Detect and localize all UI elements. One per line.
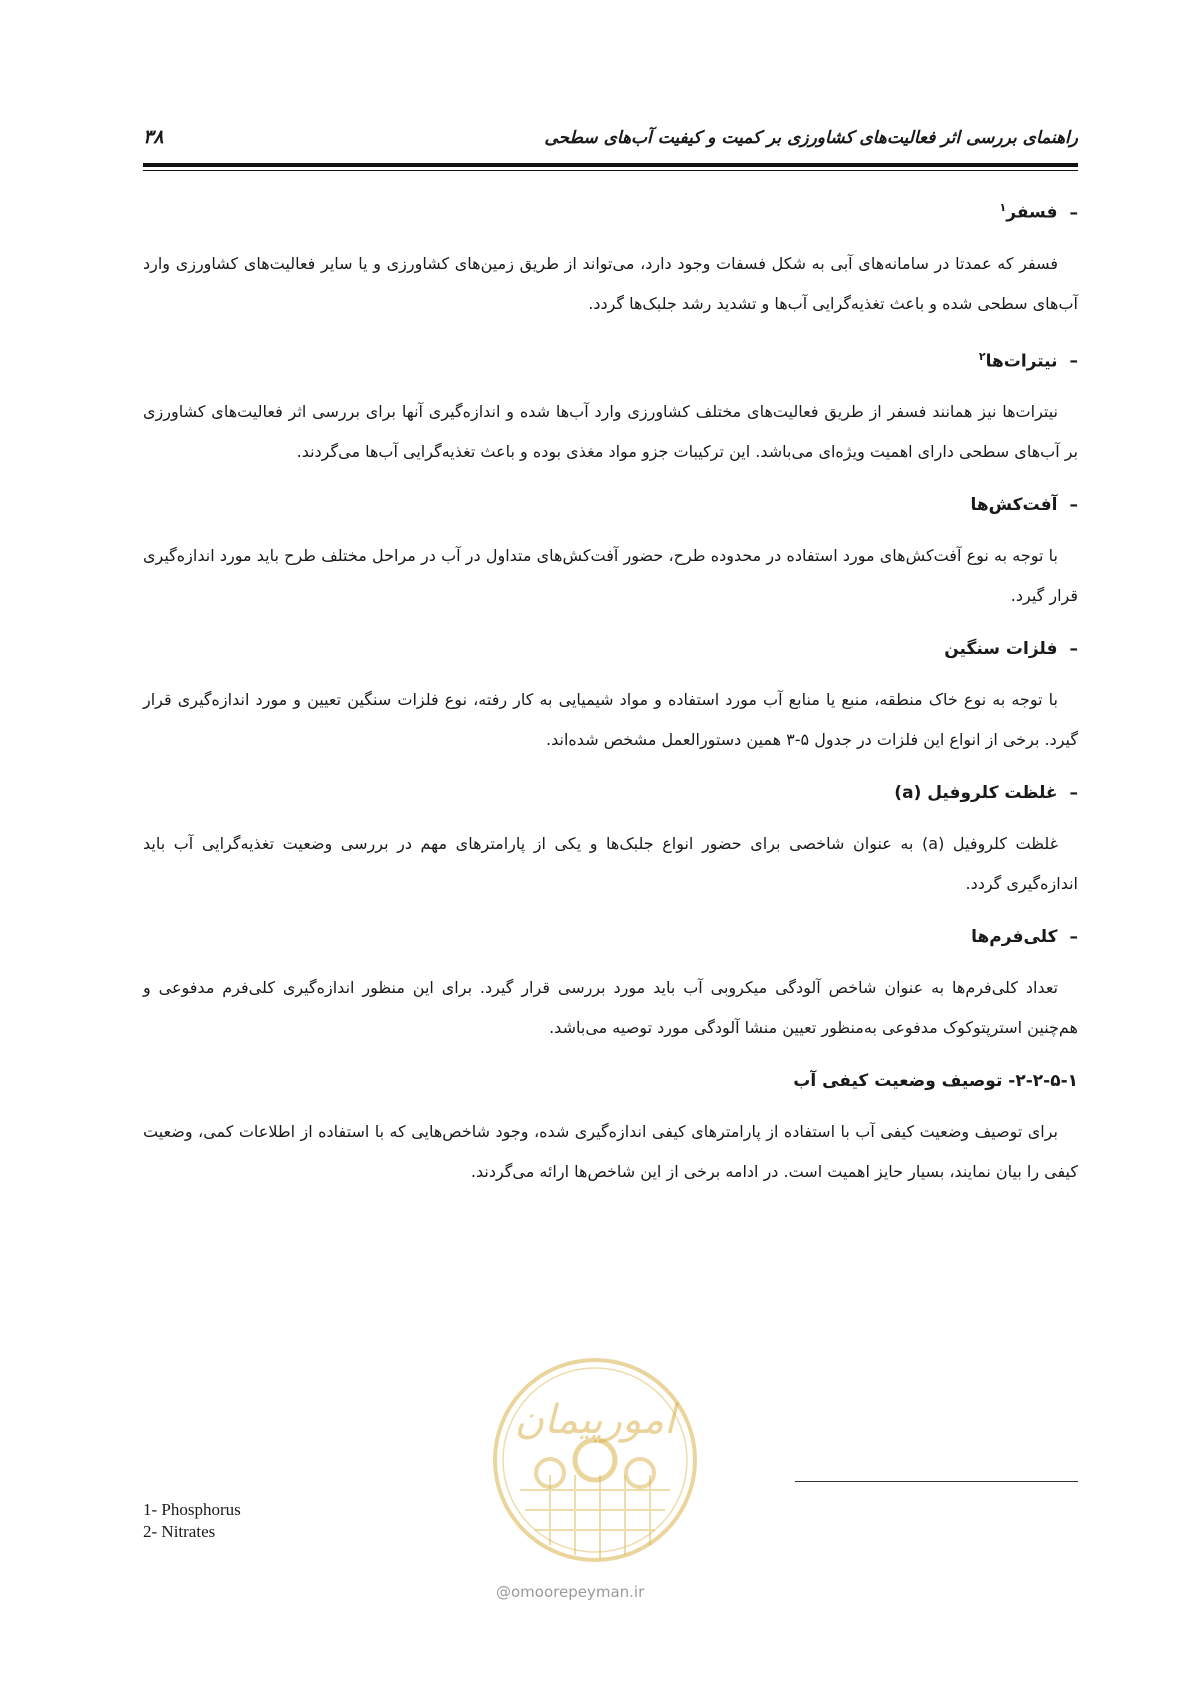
body-content [143,195,1078,1212]
section-phosphorus [143,195,1078,324]
heading-text: فسفر [1006,202,1058,223]
heading-text: غلظت کلروفیل (a) [894,783,1058,804]
section-paragraph: تعداد کلی‌فرم‌ها به عنوان شاخص آلودگی میکروبی آب باید مورد بررسی قرار گیرد. برای این منظور اندازه‌گیری کلی‌فرم مدفوعی و هم‌چنین استرپتوکوک مدفوعی به‌منظور تعیین منشا آلودگی مورد توصیه می‌باشد. [143,978,1078,1038]
section-pesticides [143,492,1078,616]
section-paragraph: غلظت کلروفیل (a) به عنوان شاخصی برای حضور انواع جلبک‌ها و یکی از پارامترهای مهم در بررسی وضعیت تغذیه‌گرایی آب باید اندازه‌گیری گردد. [143,834,1078,894]
bullet-dash: – [1069,495,1078,516]
section-nitrates [143,344,1078,473]
section-heading [143,924,1078,950]
subsection-paragraph: برای توصیف وضعیت کیفی آب با استفاده از پارامترهای کیفی اندازه‌گیری شده، وجود شاخص‌هایی که با استفاده از اطلاعات کمی، وضعیت کیفی را بیان نمایند، بسیار حایز اهمیت است. در ادامه برخی از این شاخص‌ها ارائه می‌گردند. [143,1122,1078,1182]
bullet-dash: – [1069,351,1078,372]
heading-text: نیترات‌ها [985,351,1058,372]
section-paragraph: با توجه به نوع خاک منطقه، منبع یا منابع آب مورد استفاده و مواد شیمیایی به کار رفته، نوع فلزات سنگین تعیین و مورد اندازه‌گیری قرار گیرد. برخی از انواع این فلزات در جدول ۵-۳ همین دستورالعمل مشخص شده‌اند. [143,690,1078,750]
footnote-ref: ۱ [999,201,1007,214]
bullet-dash: – [1069,783,1078,804]
page-header [143,128,1078,164]
section-heavy-metals [143,636,1078,760]
watermark-url: @omoorepeyman.ir [496,1583,645,1601]
section-paragraph: نیترات‌ها نیز همانند فسفر از طریق فعالیت‌های مختلف کشاورزی وارد آب‌ها شده و اندازه‌گیری آنها برای بررسی اثر فعالیت‌های کشاورزی بر آب‌های سطحی دارای اهمیت ویژه‌ای می‌باشد. این ترکیبات جزو مواد مغذی بوده و باعث تغذیه‌گرایی آب‌ها می‌گردند. [143,402,1078,462]
section-heading [143,195,1078,226]
footnote-1: 1- Phosphorus [143,1500,241,1519]
subsection-water-quality [143,1068,1078,1192]
footnotes [143,1499,241,1543]
section-paragraph: فسفر که عمدتا در سامانه‌های آبی به شکل فسفات وجود دارد، می‌تواند از طریق زمین‌های کشاورزی و یا سایر فعالیت‌های کشاورزی وارد آب‌های سطحی شده و باعث تغذیه‌گرایی آب‌ها و تشدید رشد جلبک‌ها گردد. [143,253,1078,313]
footnote-2: 2- Nitrates [143,1522,216,1541]
bullet-dash: – [1069,927,1078,948]
section-chlorophyll [143,780,1078,904]
heading-text: کلی‌فرم‌ها [971,927,1058,948]
footnote-ref: ۲ [978,349,986,363]
bullet-dash: – [1069,639,1078,660]
header-title: راهنمای بررسی اثر فعالیت‌های کشاورزی بر کمیت و کیفیت آب‌های سطحی [544,128,1078,148]
heading-text: آفت‌کش‌ها [970,495,1058,516]
header-rule-thin [143,170,1078,171]
section-heading [143,780,1078,806]
watermark-logo-text: امورپیمان [514,1397,676,1443]
page-number: ۳۸ [143,126,164,148]
section-coliforms [143,924,1078,1048]
section-heading [143,636,1078,662]
bullet-dash: – [1069,202,1078,223]
footnote-separator [795,1481,1078,1482]
heading-text: فلزات سنگین [944,639,1058,660]
section-heading [143,344,1078,375]
watermark-logo [490,1355,700,1565]
section-heading [143,492,1078,518]
header-rule-thick [143,163,1078,167]
section-paragraph: با توجه به نوع آفت‌کش‌های مورد استفاده در محدوده طرح، حضور آفت‌کش‌های متداول در آب در مراحل مختلف طرح باید مورد اندازه‌گیری قرار گیرد. [143,546,1078,606]
subsection-heading: ۲-۲-۵-۱- توصیف وضعیت کیفی آب [793,1071,1078,1092]
